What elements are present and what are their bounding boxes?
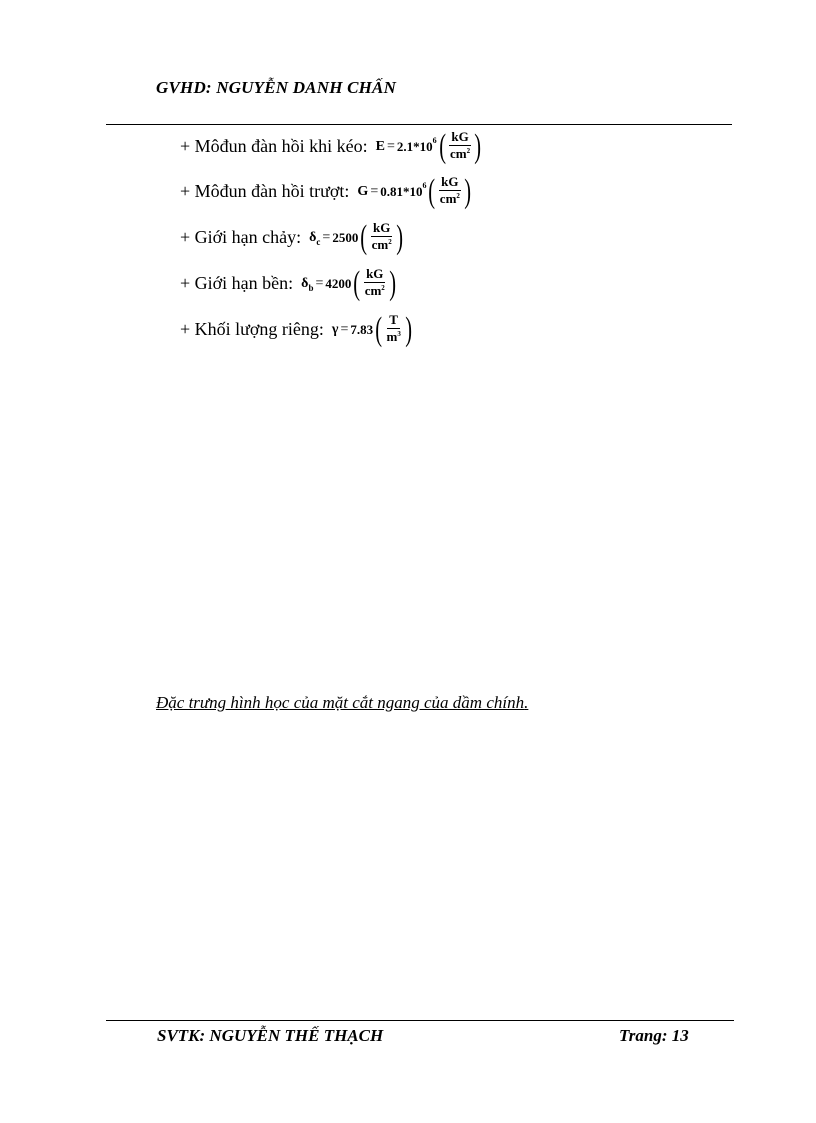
formula xyxy=(331,310,414,348)
unit-fraction xyxy=(448,130,472,163)
equals-sign: = xyxy=(340,321,349,337)
property-label: + Môđun đàn hồi khi kéo: xyxy=(180,136,368,156)
section-heading-text: Đặc trưng hình học của mặt cắt ngang của dầm chính xyxy=(156,693,525,712)
formula xyxy=(375,127,484,165)
formula-symbol: G xyxy=(357,183,369,199)
unit-fraction xyxy=(370,221,394,254)
formula-value: 4200 xyxy=(325,275,352,291)
left-paren: ( xyxy=(428,172,436,210)
unit-denominator xyxy=(384,329,402,346)
equals-sign: = xyxy=(370,183,379,199)
section-heading xyxy=(156,693,528,713)
right-paren: ) xyxy=(396,218,403,256)
unit-numerator: T xyxy=(389,312,398,327)
formula-exponent: 6 xyxy=(432,136,437,145)
footer-student: SVTK: NGUYỄN THẾ THẠCH xyxy=(157,1026,384,1045)
property-label: + Giới hạn chảy: xyxy=(180,227,302,247)
unit-numerator: kG xyxy=(441,174,459,189)
left-paren: ( xyxy=(360,218,368,256)
unit-denominator xyxy=(370,237,394,254)
formula-value: 2500 xyxy=(332,229,359,245)
unit-denominator-base: cm xyxy=(439,191,457,206)
formula-symbol: δ xyxy=(309,229,317,245)
footer-divider xyxy=(106,1020,734,1021)
unit-denominator-base: cm xyxy=(371,237,389,252)
left-paren: ( xyxy=(438,127,446,165)
unit-numerator: kG xyxy=(451,129,469,144)
property-row xyxy=(180,127,483,165)
formula-subscript: c xyxy=(316,236,321,247)
property-label: + Môđun đàn hồi trượt: xyxy=(180,181,350,201)
property-row xyxy=(180,218,405,256)
unit-denominator-base: cm xyxy=(449,146,467,161)
unit-denominator xyxy=(448,146,472,163)
formula-symbol: γ xyxy=(331,321,339,337)
unit-denominator xyxy=(363,283,387,300)
unit-denominator-exponent: 2 xyxy=(381,284,385,292)
formula-value: 2.1*10 xyxy=(396,138,433,154)
left-paren: ( xyxy=(375,310,383,348)
formula-exponent: 6 xyxy=(422,181,427,190)
unit-denominator-exponent: 2 xyxy=(466,147,471,155)
right-paren: ) xyxy=(389,264,396,302)
property-label: + Giới hạn bền: xyxy=(180,273,294,293)
unit-fraction xyxy=(363,267,387,300)
equals-sign: = xyxy=(386,138,395,154)
formula-value: 7.83 xyxy=(350,321,374,337)
unit-denominator xyxy=(438,191,462,208)
formula xyxy=(309,218,405,256)
unit-fraction xyxy=(438,175,462,208)
header-divider xyxy=(106,124,732,125)
footer-page-number: Trang: 13 xyxy=(619,1026,689,1045)
property-row xyxy=(180,310,414,348)
section-heading-period: . xyxy=(524,693,529,712)
right-paren: ) xyxy=(474,127,482,165)
unit-denominator-exponent: 3 xyxy=(397,330,401,338)
unit-denominator-exponent: 2 xyxy=(456,192,460,200)
property-label: + Khối lượng riêng: xyxy=(180,319,324,339)
unit-numerator: kG xyxy=(366,266,384,281)
property-row xyxy=(180,264,398,302)
unit-denominator-base: cm xyxy=(364,283,382,298)
unit-numerator: kG xyxy=(373,220,391,235)
property-row xyxy=(180,172,473,210)
formula-value: 0.81*10 xyxy=(380,183,423,199)
equals-sign: = xyxy=(315,275,324,291)
left-paren: ( xyxy=(353,264,361,302)
equals-sign: = xyxy=(322,229,331,245)
formula-symbol: E xyxy=(375,138,385,154)
unit-denominator-base: m xyxy=(386,329,398,344)
formula-symbol: δ xyxy=(301,275,309,291)
formula xyxy=(357,172,473,210)
unit-fraction xyxy=(384,313,402,346)
unit-denominator-exponent: 2 xyxy=(388,238,392,246)
formula-subscript: b xyxy=(308,282,314,293)
header-title: GVHD: NGUYỄN DANH CHẤN xyxy=(156,78,397,97)
right-paren: ) xyxy=(405,310,412,348)
formula xyxy=(301,264,398,302)
right-paren: ) xyxy=(464,172,471,210)
